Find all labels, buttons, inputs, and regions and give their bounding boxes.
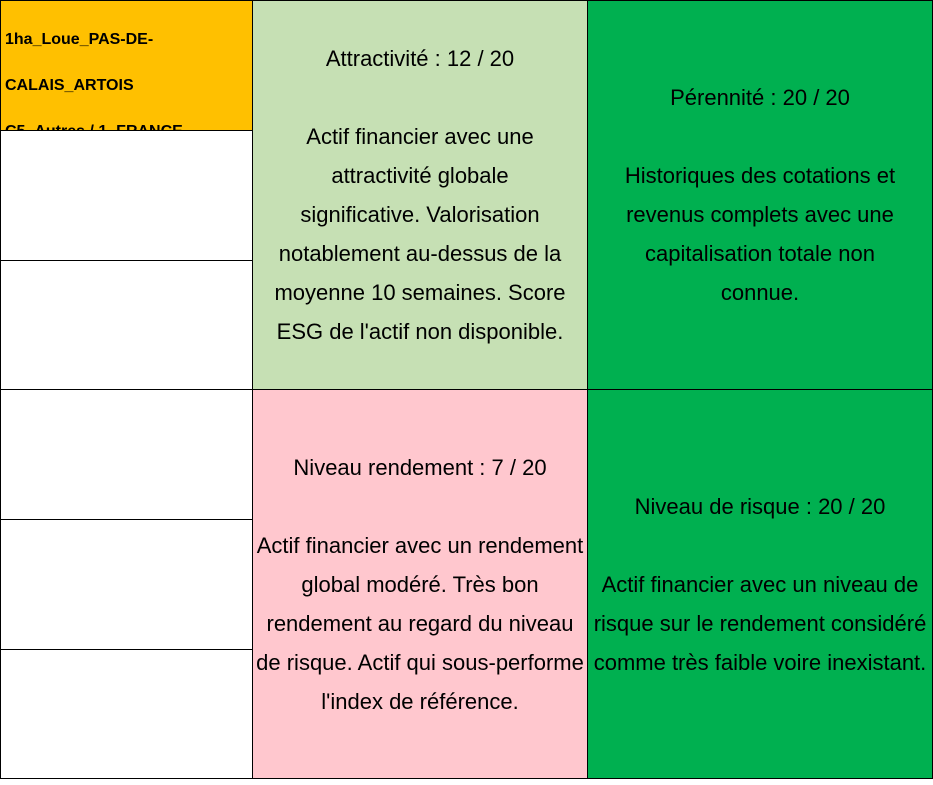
rendement-cell <box>252 389 588 779</box>
blank-cell-2 <box>0 260 253 390</box>
risque-cell <box>587 389 933 779</box>
asset-header-line-2: CALAIS_ARTOIS <box>5 77 134 94</box>
risque-description: Actif financier avec un niveau de risque sur le rendement considéré comme très faible voire inexistant. <box>593 571 927 675</box>
rendement-title: Niveau rendement : 7 / 20 <box>293 454 547 480</box>
perennite-cell <box>587 0 933 390</box>
attractivite-title: Attractivité : 12 / 20 <box>325 46 515 71</box>
blank-cell-1 <box>0 130 253 261</box>
perennite-description: Historiques des cotations et revenus complets avec une capitalisation totale non connue. <box>624 163 896 305</box>
rendement-description: Actif financier avec un rendement global modéré. Très bon rendement au regard du niveau de risque. Actif qui sous-performe l'index de référence. <box>256 532 584 714</box>
perennite-title: Pérennité : 20 / 20 <box>670 85 850 110</box>
blank-cell-3 <box>0 389 253 520</box>
risque-title: Niveau de risque : 20 / 20 <box>634 493 886 519</box>
attractivite-description: Actif financier avec une attractivité globale significative. Valorisation notablement au-dessus de la moyenne 10 semaines. Score ESG de l'actif non disponible. <box>274 124 566 344</box>
asset-header-line-1: 1ha_Loue_PAS-DE- <box>5 31 154 48</box>
asset-header-cell <box>0 0 253 131</box>
attractivite-cell <box>252 0 588 390</box>
blank-cell-4 <box>0 519 253 650</box>
blank-cell-5 <box>0 649 253 779</box>
